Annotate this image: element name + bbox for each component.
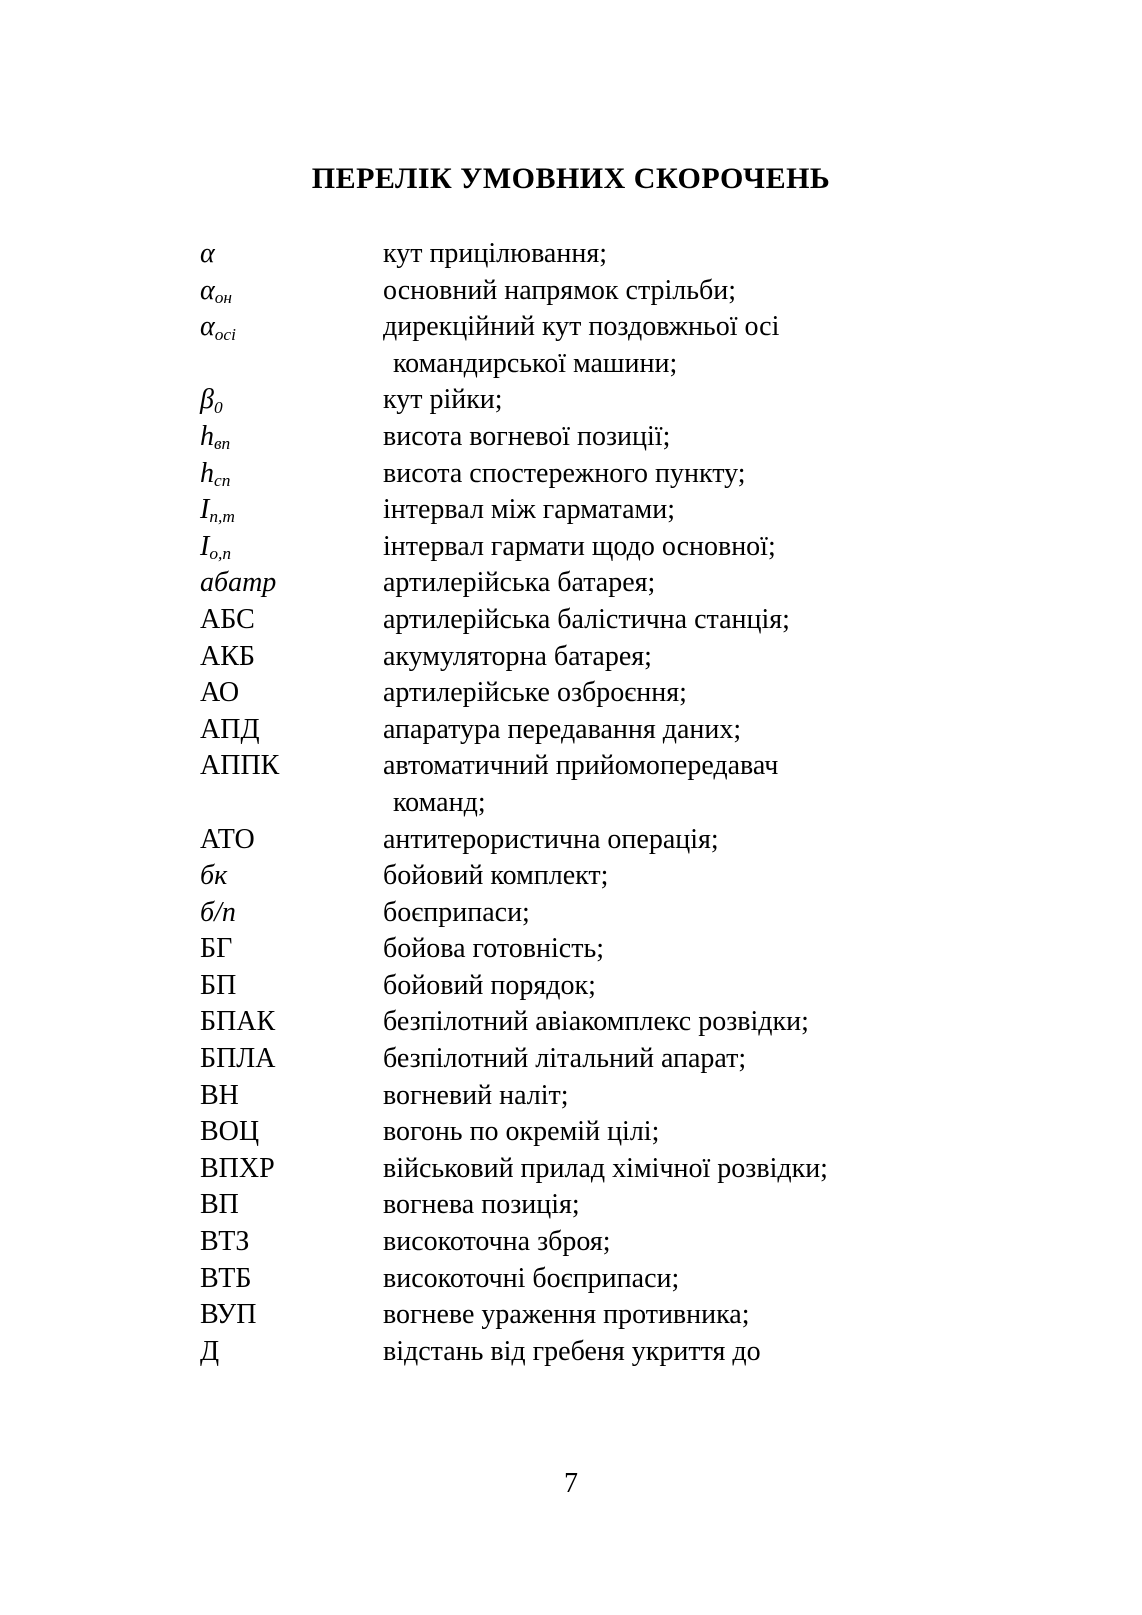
abbreviation-term bbox=[200, 456, 383, 493]
definition-line: бойовий комплект; bbox=[383, 860, 609, 892]
definition-line: висота спостережного пункту; bbox=[383, 457, 746, 489]
term-symbol: АТО bbox=[200, 823, 255, 855]
term-symbol: АБС bbox=[200, 603, 255, 635]
abbreviation-definition bbox=[383, 1187, 1000, 1224]
term-symbol: ВТЗ bbox=[200, 1226, 250, 1258]
abbreviation-definition bbox=[383, 1114, 1000, 1151]
definition-line: боєприпаси; bbox=[383, 896, 530, 928]
abbreviation-term bbox=[200, 565, 383, 602]
abbreviation-definition bbox=[383, 565, 1000, 602]
definition-line: безпілотний авіакомплекс розвідки; bbox=[383, 1006, 809, 1038]
abbreviation-row bbox=[200, 1004, 1000, 1041]
abbreviation-row bbox=[200, 1261, 1000, 1298]
term-symbol: б/п bbox=[200, 896, 236, 928]
abbreviation-term bbox=[200, 712, 383, 749]
term-symbol: абатр bbox=[200, 567, 277, 599]
abbreviation-row bbox=[200, 712, 1000, 749]
term-symbol: α bbox=[200, 238, 215, 269]
abbreviation-definition bbox=[383, 602, 1000, 639]
term-symbol: α bbox=[200, 274, 215, 306]
term-symbol: БГ bbox=[200, 933, 233, 965]
definition-line: кут рійки; bbox=[383, 384, 503, 416]
definition-line: вогневий наліт; bbox=[383, 1079, 569, 1111]
term-symbol: ВУП bbox=[200, 1299, 257, 1331]
abbreviation-row bbox=[200, 309, 1000, 382]
abbreviation-definition bbox=[383, 858, 1000, 895]
abbreviation-row bbox=[200, 1224, 1000, 1261]
abbreviation-definition bbox=[383, 639, 1000, 676]
definition-line: бойова готовність; bbox=[383, 933, 604, 965]
definition-line: дирекційний кут поздовжньої осі bbox=[383, 311, 780, 343]
abbreviation-term bbox=[200, 273, 383, 310]
term-symbol: β bbox=[200, 384, 214, 416]
abbreviation-definition bbox=[383, 236, 1000, 273]
abbreviation-definition bbox=[383, 895, 1000, 932]
definition-line: високоточні боєприпаси; bbox=[383, 1262, 680, 1294]
term-symbol: БПАК bbox=[200, 1006, 276, 1038]
abbreviation-term bbox=[200, 858, 383, 895]
abbreviation-term bbox=[200, 309, 383, 346]
abbreviation-definition bbox=[383, 1151, 1000, 1188]
definition-line: антитерористична операція; bbox=[383, 823, 719, 855]
abbreviation-row bbox=[200, 895, 1000, 932]
abbreviation-definition bbox=[383, 931, 1000, 968]
term-symbol: I bbox=[200, 494, 210, 526]
abbreviation-definition bbox=[383, 1334, 1000, 1371]
abbreviation-term bbox=[200, 1151, 383, 1188]
abbreviation-definition bbox=[383, 1078, 1000, 1115]
definition-line: артилерійська балістична станція; bbox=[383, 603, 790, 635]
definition-line: інтервал між гарматами; bbox=[383, 494, 675, 526]
abbreviation-definition bbox=[383, 1224, 1000, 1261]
abbreviation-term bbox=[200, 1334, 383, 1371]
abbreviation-definition bbox=[383, 712, 1000, 749]
abbreviation-definition bbox=[383, 822, 1000, 859]
abbreviation-term bbox=[200, 639, 383, 676]
abbreviation-row bbox=[200, 1151, 1000, 1188]
term-symbol: h bbox=[200, 420, 214, 452]
abbreviation-term bbox=[200, 675, 383, 712]
abbreviation-row bbox=[200, 931, 1000, 968]
abbreviation-term bbox=[200, 236, 383, 273]
abbreviation-row bbox=[200, 273, 1000, 310]
page-title: ПЕРЕЛІК УМОВНИХ СКОРОЧЕНЬ bbox=[311, 162, 831, 195]
abbreviation-row bbox=[200, 529, 1000, 566]
page-number: 7 bbox=[564, 1468, 578, 1499]
term-subscript: n,m bbox=[209, 507, 235, 527]
abbreviation-term bbox=[200, 1224, 383, 1261]
definition-line: артилерійська батарея; bbox=[383, 567, 656, 599]
term-symbol: ВОЦ bbox=[200, 1116, 260, 1148]
term-subscript: вп bbox=[214, 434, 231, 454]
term-symbol: АППК bbox=[200, 750, 280, 782]
term-symbol: БП bbox=[200, 969, 237, 1001]
abbreviation-row bbox=[200, 456, 1000, 493]
abbreviation-row bbox=[200, 858, 1000, 895]
term-symbol: ВН bbox=[200, 1079, 239, 1111]
term-subscript: 0 bbox=[213, 397, 223, 417]
abbreviation-list bbox=[200, 236, 1000, 1370]
abbreviation-term bbox=[200, 1297, 383, 1334]
term-symbol: АО bbox=[200, 677, 240, 709]
abbreviation-definition bbox=[383, 1261, 1000, 1298]
definition-line: вогонь по окремій цілі; bbox=[383, 1116, 660, 1148]
term-symbol: ВП bbox=[200, 1189, 239, 1221]
definition-line: безпілотний літальний апарат; bbox=[383, 1043, 747, 1075]
term-symbol: Д bbox=[200, 1335, 220, 1367]
abbreviation-row bbox=[200, 382, 1000, 419]
definition-line: відстань від гребеня укриття до bbox=[383, 1335, 761, 1367]
abbreviation-definition bbox=[383, 748, 1000, 821]
term-symbol: АКБ bbox=[200, 640, 255, 672]
abbreviation-row bbox=[200, 1297, 1000, 1334]
abbreviation-term bbox=[200, 1187, 383, 1224]
abbreviation-definition bbox=[383, 309, 1000, 382]
abbreviation-term bbox=[200, 822, 383, 859]
abbreviation-term bbox=[200, 1078, 383, 1115]
definition-line: вогневе ураження противника; bbox=[383, 1299, 750, 1331]
abbreviation-definition bbox=[383, 382, 1000, 419]
abbreviation-term bbox=[200, 602, 383, 639]
abbreviation-definition bbox=[383, 1297, 1000, 1334]
definition-line: бойовий порядок; bbox=[383, 969, 596, 1001]
abbreviation-row bbox=[200, 968, 1000, 1005]
term-symbol: I bbox=[200, 530, 210, 562]
abbreviation-row bbox=[200, 822, 1000, 859]
term-symbol: ВТБ bbox=[200, 1262, 252, 1294]
definition-line: апаратура передавання даних; bbox=[383, 713, 742, 745]
term-symbol: бк bbox=[200, 860, 228, 892]
abbreviation-term bbox=[200, 1114, 383, 1151]
abbreviation-definition bbox=[383, 273, 1000, 310]
term-subscript: o,n bbox=[209, 544, 232, 564]
term-symbol: ВПХР bbox=[200, 1152, 275, 1184]
abbreviation-row bbox=[200, 565, 1000, 602]
abbreviation-definition bbox=[383, 1004, 1000, 1041]
definition-line: команд; bbox=[393, 786, 486, 818]
definition-line: артилерійське озброєння; bbox=[383, 677, 687, 709]
abbreviation-term bbox=[200, 895, 383, 932]
abbreviation-definition bbox=[383, 419, 1000, 456]
abbreviation-definition bbox=[383, 492, 1000, 529]
abbreviation-definition bbox=[383, 529, 1000, 566]
term-subscript: он bbox=[214, 287, 232, 307]
abbreviation-term bbox=[200, 931, 383, 968]
abbreviation-term bbox=[200, 748, 383, 785]
term-subscript: осі bbox=[214, 324, 236, 344]
abbreviation-row bbox=[200, 1187, 1000, 1224]
abbreviation-row bbox=[200, 236, 1000, 273]
definition-line: висота вогневої позиції; bbox=[383, 420, 671, 452]
abbreviation-row bbox=[200, 1334, 1000, 1371]
abbreviation-term bbox=[200, 1041, 383, 1078]
abbreviation-row bbox=[200, 1041, 1000, 1078]
abbreviation-row bbox=[200, 675, 1000, 712]
term-subscript: сп bbox=[214, 470, 231, 490]
abbreviation-term bbox=[200, 419, 383, 456]
abbreviation-row bbox=[200, 1114, 1000, 1151]
definition-line: високоточна зброя; bbox=[383, 1226, 611, 1258]
abbreviation-row bbox=[200, 639, 1000, 676]
definition-line: військовий прилад хімічної розвідки; bbox=[383, 1152, 828, 1184]
term-symbol: h bbox=[200, 457, 214, 489]
abbreviation-term bbox=[200, 492, 383, 529]
abbreviation-term bbox=[200, 1261, 383, 1298]
abbreviation-row bbox=[200, 419, 1000, 456]
term-symbol: БПЛА bbox=[200, 1043, 276, 1075]
abbreviation-definition bbox=[383, 1041, 1000, 1078]
abbreviation-row bbox=[200, 602, 1000, 639]
definition-line: основний напрямок стрільби; bbox=[383, 274, 737, 306]
abbreviation-row bbox=[200, 748, 1000, 821]
definition-line: командирської машини; bbox=[393, 347, 678, 379]
term-symbol: АПД bbox=[200, 713, 260, 745]
definition-line: акумуляторна батарея; bbox=[383, 640, 652, 672]
abbreviation-row bbox=[200, 492, 1000, 529]
abbreviation-definition bbox=[383, 456, 1000, 493]
abbreviation-row bbox=[200, 1078, 1000, 1115]
abbreviation-definition bbox=[383, 968, 1000, 1005]
abbreviation-term bbox=[200, 382, 383, 419]
term-symbol: α bbox=[200, 311, 215, 343]
abbreviation-term bbox=[200, 1004, 383, 1041]
abbreviation-definition bbox=[383, 675, 1000, 712]
definition-line: автоматичний прийомопередавач bbox=[383, 750, 779, 782]
abbreviation-term bbox=[200, 529, 383, 566]
definition-line: кут прицілювання; bbox=[383, 238, 607, 269]
abbreviation-term bbox=[200, 968, 383, 1005]
definition-line: вогнева позиція; bbox=[383, 1189, 580, 1221]
definition-line: інтервал гармати щодо основної; bbox=[383, 530, 776, 562]
